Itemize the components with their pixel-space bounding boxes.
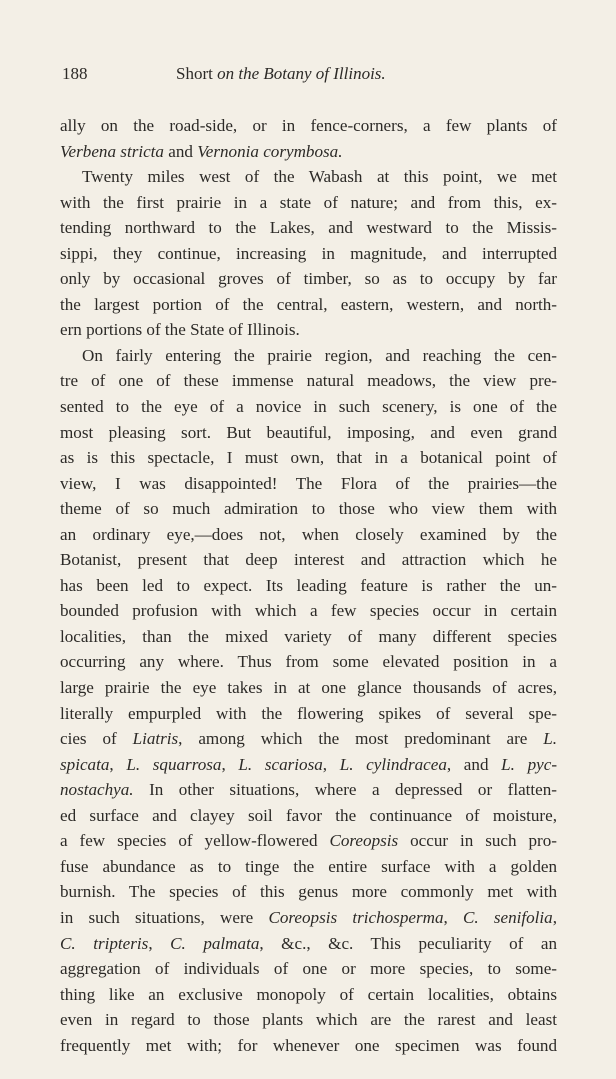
text-span: , bbox=[552, 907, 557, 927]
text-span: ern portions of the State of Illinois. bbox=[60, 320, 300, 340]
text-line bbox=[60, 598, 557, 624]
italic-text: C. palmata bbox=[170, 933, 260, 953]
text-line bbox=[60, 522, 557, 548]
italic-text: C. senifolia bbox=[462, 907, 553, 927]
text-span: tending northward to the Lakes, and westward to the Missis- bbox=[60, 218, 557, 238]
italic-text: Vernonia corymbosa. bbox=[197, 141, 343, 161]
text-line bbox=[60, 113, 557, 139]
text-span: most pleasing sort. But beautiful, imposing, and even grand bbox=[60, 422, 557, 442]
text-span: ed surface and clayey soil favor the continuance of moisture, bbox=[60, 805, 557, 825]
italic-text: Verbena stricta bbox=[60, 141, 164, 161]
text-line bbox=[60, 701, 557, 727]
text-span: In other situations, where a depressed or flatten- bbox=[133, 780, 557, 800]
text-span: cies of bbox=[60, 729, 133, 749]
italic-text: L. pyc- bbox=[501, 754, 557, 774]
text-line bbox=[60, 420, 557, 446]
text-span: even in regard to those plants which are the rarest and least bbox=[60, 1010, 557, 1030]
text-span: as is this spectacle, I must own, that in a botanical point of bbox=[60, 448, 557, 468]
text-span: and bbox=[163, 141, 198, 161]
text-span: literally empurpled with the flowering spikes of several spe- bbox=[60, 703, 557, 723]
text-span: , bbox=[443, 907, 463, 927]
italic-text: C. tripteris bbox=[60, 933, 149, 953]
text-line bbox=[60, 982, 557, 1008]
text-line bbox=[60, 343, 557, 369]
italic-text: L. bbox=[543, 729, 557, 749]
text-line bbox=[60, 1007, 557, 1033]
text-line bbox=[60, 445, 557, 471]
text-line bbox=[60, 879, 557, 905]
text-span: Botanist, present that deep interest and attraction which he bbox=[60, 550, 557, 570]
text-line bbox=[60, 190, 557, 216]
text-span: sented to the eye of a novice in such scenery, is one of the bbox=[60, 397, 557, 417]
text-span: localities, than the mixed variety of many different species bbox=[60, 626, 557, 646]
page-number: 188 bbox=[62, 64, 88, 83]
text-line bbox=[60, 241, 557, 267]
text-span: a few species of yellow-flowered bbox=[60, 831, 330, 851]
text-span: , bbox=[109, 754, 127, 774]
text-span: , &c., &c. This peculiarity of an bbox=[259, 933, 557, 953]
text-line bbox=[60, 573, 557, 599]
italic-text: L. cylindracea bbox=[339, 754, 447, 774]
text-line bbox=[60, 752, 557, 778]
italic-text: L. squarrosa bbox=[126, 754, 222, 774]
text-span: occurring any where. Thus from some elevated position in a bbox=[60, 652, 557, 672]
text-span: with the first prairie in a state of nature; and from this, ex- bbox=[60, 192, 557, 212]
text-line bbox=[60, 547, 557, 573]
text-span: frequently met with; for whenever one specimen was found bbox=[60, 1035, 557, 1055]
text-span: tre of one of these immense natural meadows, the view pre- bbox=[60, 371, 557, 391]
text-line bbox=[60, 854, 557, 880]
text-span: , among which the most predominant are bbox=[178, 729, 544, 749]
text-span: large prairie the eye takes in at one glance thousands of acres, bbox=[60, 678, 557, 698]
text-line bbox=[60, 471, 557, 497]
text-line bbox=[60, 215, 557, 241]
text-line bbox=[60, 649, 557, 675]
running-title-italic: on the Botany of Illinois. bbox=[217, 64, 386, 83]
text-span: , bbox=[148, 933, 171, 953]
italic-text: spicata bbox=[60, 754, 110, 774]
text-span: bounded profusion with which a few species occur in certain bbox=[60, 601, 557, 621]
text-span: occur in such pro- bbox=[398, 831, 557, 851]
text-line bbox=[60, 1033, 557, 1059]
text-span: Twenty miles west of the Wabash at this point, we met bbox=[82, 167, 557, 187]
text-span: , bbox=[221, 754, 239, 774]
text-span: theme of so much admiration to those who view them with bbox=[60, 499, 557, 519]
text-line bbox=[60, 726, 557, 752]
text-line bbox=[60, 905, 557, 931]
text-line bbox=[60, 624, 557, 650]
text-line bbox=[60, 394, 557, 420]
italic-text: Coreopsis bbox=[329, 831, 399, 851]
text-line bbox=[60, 931, 557, 957]
page-header bbox=[58, 64, 558, 88]
text-span: the largest portion of the central, eastern, western, and north- bbox=[60, 294, 557, 314]
text-span: only by occasional groves of timber, so as to occupy by far bbox=[60, 269, 557, 289]
text-line bbox=[60, 368, 557, 394]
italic-text: L. scariosa bbox=[238, 754, 323, 774]
text-span: an ordinary eye,—does not, when closely examined by the bbox=[60, 524, 557, 544]
text-span: ally on the road-side, or in fence-corners, a few plants of bbox=[60, 116, 557, 135]
running-title-word: Short bbox=[176, 64, 213, 83]
text-span: , and bbox=[446, 754, 502, 774]
text-span: aggregation of individuals of one or more species, to some- bbox=[60, 959, 557, 979]
text-span: burnish. The species of this genus more commonly met with bbox=[60, 882, 557, 902]
text-line bbox=[60, 496, 557, 522]
text-line bbox=[60, 777, 557, 803]
text-span: sippi, they continue, increasing in magnitude, and interrupted bbox=[60, 243, 557, 263]
italic-text: nostachya. bbox=[60, 780, 134, 800]
text-line bbox=[60, 266, 557, 292]
text-span: has been led to expect. Its leading feature is rather the un- bbox=[60, 575, 557, 595]
text-line bbox=[60, 828, 557, 854]
text-span: , bbox=[322, 754, 340, 774]
text-span: view, I was disappointed! The Flora of the prairies—the bbox=[60, 473, 557, 493]
text-span: On fairly entering the prairie region, and reaching the cen- bbox=[82, 345, 557, 365]
text-line bbox=[60, 675, 557, 701]
text-span: thing like an exclusive monopoly of certain localities, obtains bbox=[60, 984, 557, 1004]
text-line bbox=[60, 139, 557, 165]
body-text bbox=[60, 113, 557, 1058]
text-span: in such situations, were bbox=[60, 907, 269, 927]
italic-text: Liatris bbox=[132, 729, 179, 749]
text-line bbox=[60, 803, 557, 829]
running-title bbox=[176, 64, 386, 84]
text-line bbox=[60, 164, 557, 190]
text-line bbox=[60, 956, 557, 982]
italic-text: Coreopsis trichosperma bbox=[268, 907, 444, 927]
text-line bbox=[60, 292, 557, 318]
text-line bbox=[60, 317, 557, 343]
text-span: fuse abundance as to tinge the entire surface with a golden bbox=[60, 856, 557, 876]
